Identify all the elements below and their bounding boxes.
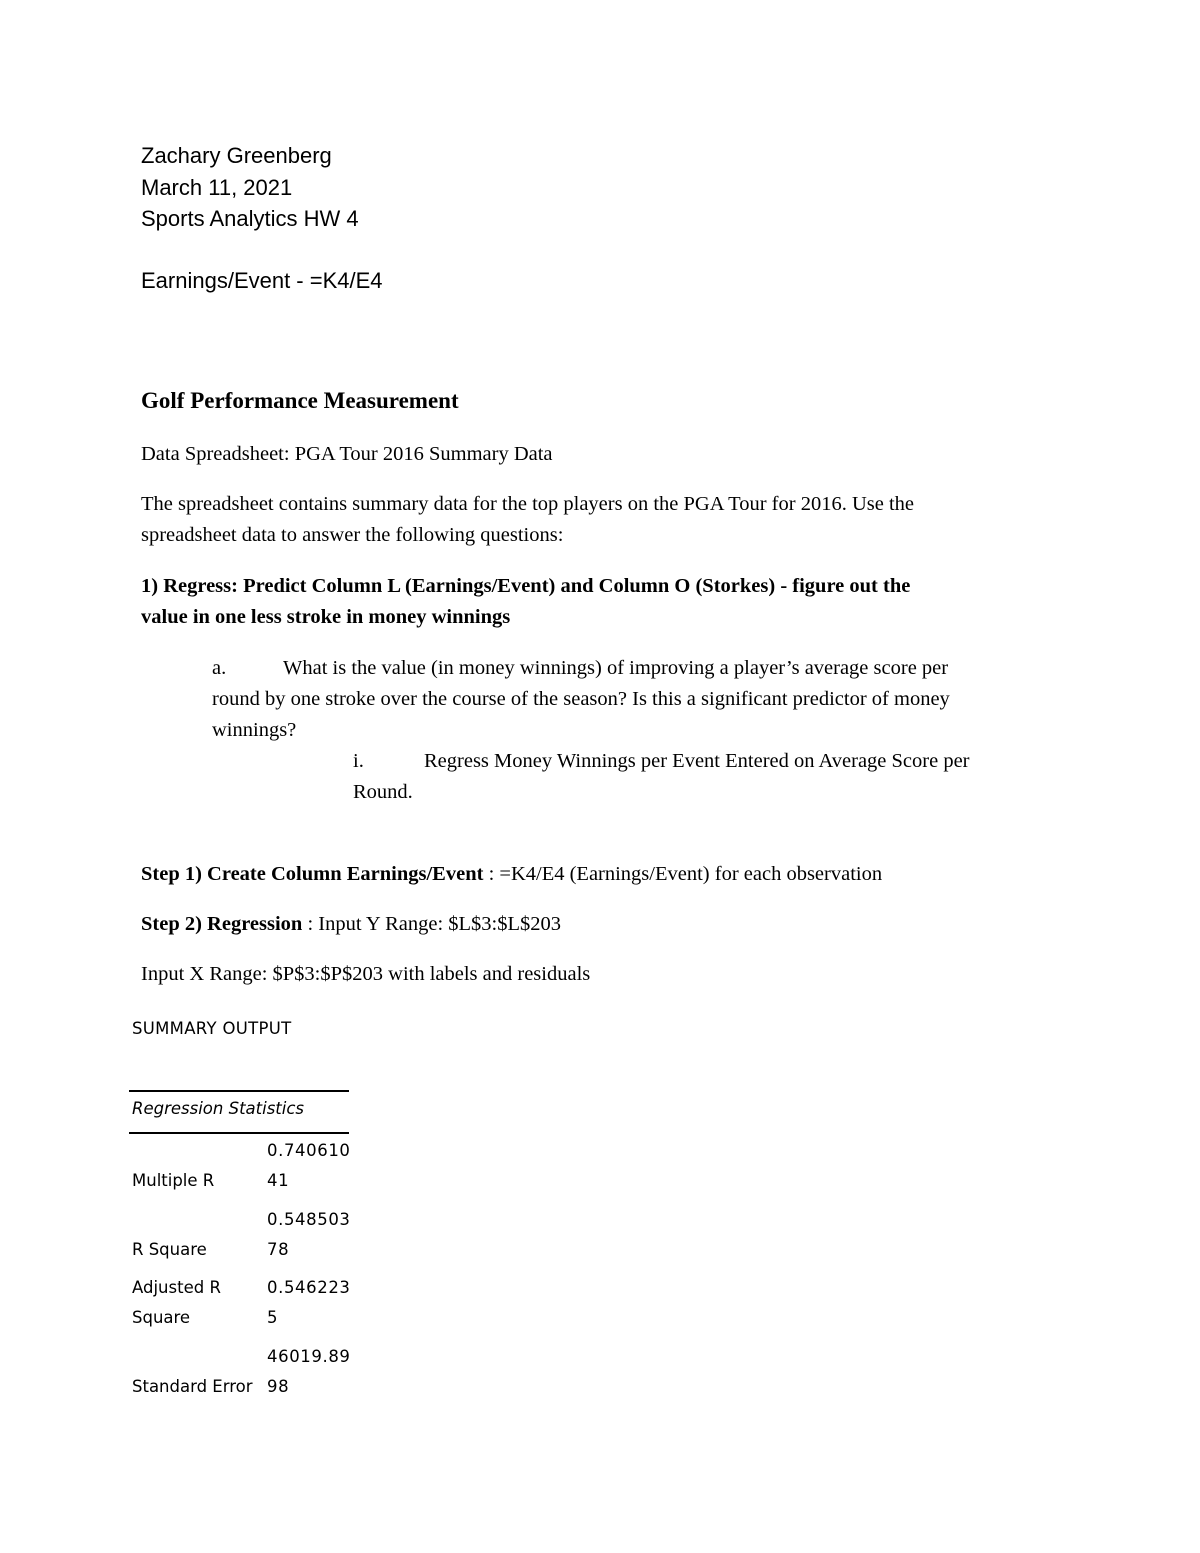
item-a-line-1: What is the value (in money winnings) of improving a player’s average score per (283, 657, 949, 679)
table-top-rule (129, 1090, 349, 1092)
question-1-line-2: value in one less stroke in money winnings (141, 606, 511, 628)
table-row-label-r-square: R Square (132, 1240, 207, 1259)
data-spreadsheet-line: Data Spreadsheet: PGA Tour 2016 Summary Data (141, 443, 553, 465)
author-name: Zachary Greenberg (141, 143, 332, 168)
item-i-line-1: Regress Money Winnings per Event Entered on Average Score per (424, 750, 970, 772)
step-1-text: : =K4/E4 (Earnings/Event) for each observation (483, 863, 883, 885)
table-row-value-standard-error: 46019.8998 (267, 1347, 351, 1396)
step-2-text: : Input Y Range: $L$3:$L$203 (302, 913, 562, 935)
step-1 (141, 863, 882, 886)
item-i-line-2: Round. (353, 781, 413, 803)
table-row-label-multiple-r: Multiple R (132, 1171, 215, 1190)
step-2 (141, 913, 561, 936)
table-header-rule (129, 1132, 349, 1134)
x-range-line: Input X Range: $P$3:$P$203 with labels and residuals (141, 963, 591, 985)
item-i-marker: i. (353, 750, 364, 772)
section-title: Golf Performance Measurement (141, 388, 459, 413)
step-2-label: Step 2) Regression (141, 913, 303, 935)
item-a-line-3: winnings? (212, 719, 297, 741)
regression-statistics-heading: Regression Statistics (132, 1099, 305, 1118)
question-1-line-1: 1) Regress: Predict Column L (Earnings/Event) and Column O (Storkes) - figure out the (141, 575, 911, 597)
table-row-label-standard-error: Standard Error (132, 1377, 253, 1396)
intro-line-1: The spreadsheet contains summary data for the top players on the PGA Tour for 2016. Use the (141, 493, 915, 515)
item-a-line-2: round by one stroke over the course of the season? Is this a significant predictor of money (212, 688, 950, 710)
table-row-value-adjusted-r-square: 0.5462235 (267, 1278, 351, 1327)
document-date: March 11, 2021 (141, 175, 293, 200)
table-row-value-multiple-r: 0.74061041 (267, 1141, 351, 1190)
step-1-label: Step 1) Create Column Earnings/Event (141, 863, 484, 885)
summary-output-label: SUMMARY OUTPUT (132, 1019, 292, 1038)
item-a-marker: a. (212, 657, 227, 679)
intro-line-2: spreadsheet data to answer the following questions: (141, 524, 564, 546)
table-row-value-r-square: 0.54850378 (267, 1210, 351, 1259)
table-row-label-adjusted-r-square: Adjusted R Square (132, 1278, 221, 1327)
formula-note: Earnings/Event - =K4/E4 (141, 268, 383, 293)
course-title: Sports Analytics HW 4 (141, 206, 359, 231)
